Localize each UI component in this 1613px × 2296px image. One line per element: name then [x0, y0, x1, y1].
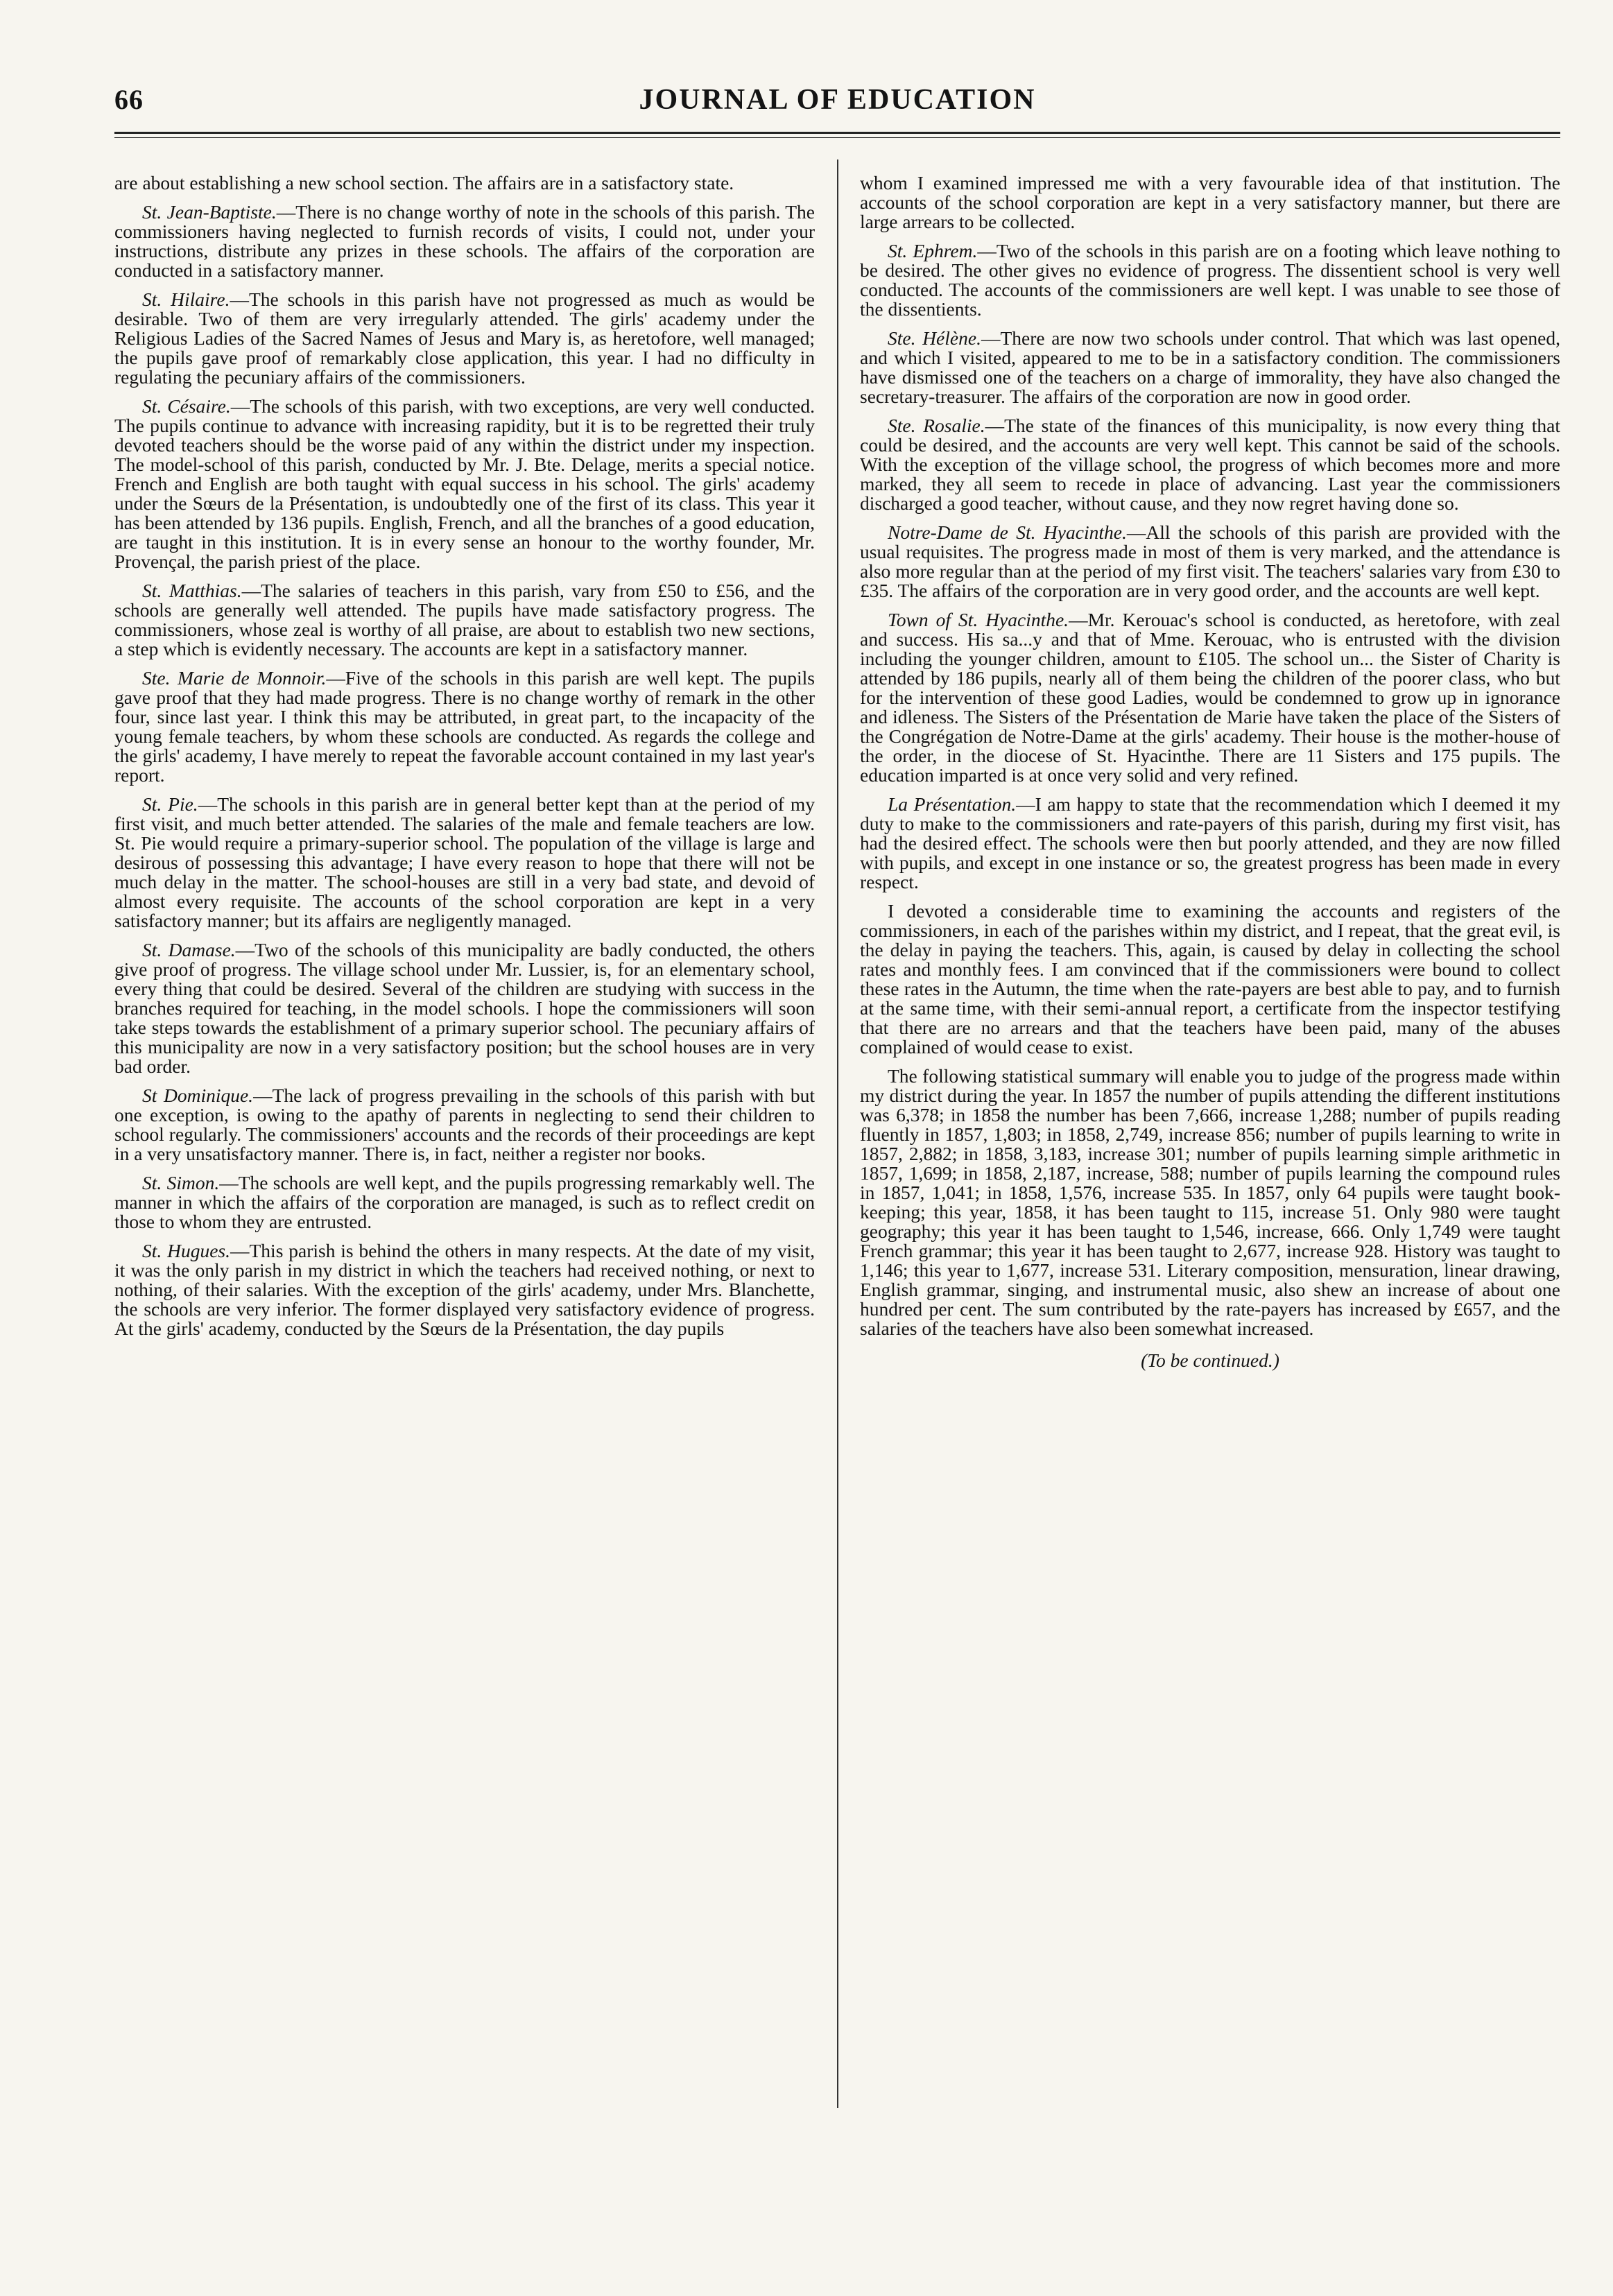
journal-title: JOURNAL OF EDUCATION: [639, 84, 1036, 116]
article-paragraph: [114, 1173, 815, 1232]
article-paragraph: [860, 610, 1560, 785]
paragraph-heading: St. Ephrem.: [888, 240, 978, 261]
paragraph-heading: Notre-Dame de St. Hyacinthe.: [888, 521, 1127, 543]
article-paragraph: [114, 668, 815, 785]
paragraph-text: —The salaries of teachers in this parish, vary from £50 to £56, and the schools are generally well attended. The pupils have made satisfactory progress. The commissioners, whose zeal is worthy of all praise, are about to establish two new sections, a step which is evidently necessary. The accounts are kept in a satisfactory manner.: [114, 580, 815, 659]
paragraph-heading: St. Hugues.: [142, 1240, 230, 1261]
header-rule: [114, 132, 1560, 134]
right-column: [860, 173, 1560, 2108]
paragraph-text: —Two of the schools in this parish are on a footing which leave nothing to be desired. The other gives no evidence of progress. The dissentient school is very well conducted. The accounts of the commissioners are well kept. I was unable to see those of the dissentients.: [860, 240, 1560, 320]
paragraph-text: —The schools in this parish have not progressed as much as would be desirable. Two of them are very irregularly attended. The girls' academy under the Religious Ladies of the Sacred Names of Jesus and Mary is, as heretofore, well managed; the pupils gave proof of remarkably close application, this year. I had no difficulty in regulating the pecuniary affairs of the commissioners.: [114, 288, 815, 388]
paragraph-heading: St. Jean-Baptiste.: [142, 201, 277, 223]
article-paragraph: [114, 940, 815, 1076]
paragraph-heading: St. Hilaire.: [142, 288, 230, 310]
paragraph-heading: Ste. Marie de Monnoir.: [142, 667, 327, 689]
paragraph-heading: La Présentation.: [888, 793, 1017, 815]
paragraph-text: —The schools in this parish are in general better kept than at the period of my first visit, and much better attended. The salaries of the male and female teachers are low. St. Pie would require a primary-superior school. The population of the village is large and desirous of possessing this advantage; I have every reason to hope that there will not be much delay in the matter. The school-houses are still in a very bad state, and devoid of almost every requisite. The accounts of the school corporation are kept in a very satisfactory manner; but its affairs are negligently managed.: [114, 793, 815, 931]
paragraph-text: —I am happy to state that the recommendation which I deemed it my duty to make to the commissioners and rate-payers of this parish, during my first visit, has had the desired effect. The schools were then but poorly attended, and they are now filled with pupils, and except in one instance or so, the greatest progress has been made in every respect.: [860, 793, 1560, 892]
paragraph-text: —This parish is behind the others in many respects. At the date of my visit, it was the only parish in my district in which the teachers had received nothing, or next to nothing, of their salaries. With the exception of the girls' academy, under Mrs. Blanchette, the schools are very inferior. The former displayed very satisfactory evidence of progress. At the girls' academy, conducted by the Sœurs de la Présentation, the day pupils: [114, 1240, 815, 1339]
paragraph-text: —The state of the finances of this municipality, is now every thing that could be desired, and the accounts are very well kept. This cannot be said of the schools. With the exception of the village school, the progress of which becomes more and more marked, they all seem to recede in place of advancing. Last year the commissioners discharged a good teacher, without cause, and they now regret having done so.: [860, 415, 1560, 514]
paragraph-heading: St. Matthias.: [142, 580, 242, 601]
article-paragraph: [860, 329, 1560, 406]
article-paragraph: [860, 1067, 1560, 1338]
article-paragraph: [860, 416, 1560, 513]
article-paragraph: [114, 795, 815, 931]
article-paragraph: [860, 241, 1560, 319]
paragraph-text: —Five of the schools in this parish are well kept. The pupils gave proof that they had made progress. There is no change worthy of remark in the other four, since last year. I think this may be attributed, in great part, to the incapacity of the young female teachers, by whom these schools are conducted. As regards the college and the girls' academy, I have merely to repeat the favorable account contained in my last year's report.: [114, 667, 815, 786]
article-paragraph: [114, 290, 815, 387]
page-number: 66: [114, 84, 144, 115]
article-paragraph: [114, 1241, 815, 1338]
paragraph-text: —All the schools of this parish are provided with the usual requisites. The progress made in most of them is very marked, and the attendance is also more regular than at the period of my first visit. The teachers' salaries vary from £30 to £35. The affairs of the corporation are in very good order, and the accounts are well kept.: [860, 521, 1560, 601]
article-paragraph: [114, 1086, 815, 1164]
continued-note: (To be continued.): [1141, 1349, 1279, 1371]
paragraph-heading: St. Césaire.: [142, 395, 231, 417]
paragraph-text: —The lack of progress prevailing in the schools of this parish with but one exception, is owing to the apathy of parents in neglecting to send their children to school regularly. The commissioners' accounts and the records of their proceedings are kept in a very unsatisfactory manner. There is, in fact, neither a register nor books.: [114, 1085, 815, 1164]
paragraph-heading: St Dominique.: [142, 1085, 254, 1106]
article-paragraph: [114, 581, 815, 659]
paragraph-text: —Two of the schools of this municipality are badly conducted, the others give proof of progress. The village school under Mr. Lussier, is, for an elementary school, every thing that could be desired. Several of the children are studying with success in the branches required for teaching, in the model schools. I hope the commissioners will soon take steps towards the establishment of a primary superior school. The pecuniary affairs of this municipality are now in a very satisfactory position; but the school houses are in very bad order.: [114, 939, 815, 1077]
paragraph-text: The following statistical summary will enable you to judge of the progress made within my district during the year. In 1857 the number of pupils attending the different institutions was 6,378; in 1858 the number has been 7,666, increase 1,288; number of pupils reading fluently in 1857, 1,803; in 1858, 2,749, increase 856; number of pupils learning to write in 1857, 2,882; in 1858, 3,183, increase 301; number of pupils learning simple arithmetic in 1857, 1,699; in 1858, 2,187, increase, 588; number of pupils learning the compound rules in 1857, 1,041; in 1858, 1,576, increase 535. In 1857, only 64 pupils were taught book-keeping; this year, 1858, it has been taught to 115, increase 51. Only 980 were taught geography; this year it has been taught to 1,546, increase, 666. Only 1,749 were taught French grammar; this year it has been taught to 2,677, increase 928. History was taught to 1,146; this year to 1,677, increase 531. Literary composition, mensuration, linear drawing, English grammar, singing, and instrumental music, also shew an increase of about one hundred per cent. The sum contributed by the rate-payers has increased by £657, and the salaries of the teachers have also been somewhat increased.: [860, 1065, 1560, 1339]
column-divider: [837, 159, 838, 2108]
header-rule-thin: [114, 137, 1560, 138]
paragraph-text: are about establishing a new school section. The affairs are in a satisfactory state.: [114, 173, 734, 193]
page-header: [114, 83, 1560, 125]
article-paragraph: [860, 901, 1560, 1057]
paragraph-text: whom I examined impressed me with a very favourable idea of that institution. The accounts of the school corporation are kept in a very satisfactory manner, but there are large arrears to be collected.: [860, 173, 1560, 232]
paragraph-text: —The schools are well kept, and the pupils progressing remarkably well. The manner in which the affairs of the corporation are managed, is such as to reflect credit on those to whom they are entrusted.: [114, 1172, 815, 1232]
article-paragraph: [860, 795, 1560, 892]
paragraph-heading: Ste. Rosalie.: [888, 415, 985, 436]
paragraph-heading: St. Simon.: [142, 1172, 220, 1193]
paragraph-text: —The schools of this parish, with two exceptions, are very well conducted. The pupils continue to advance with increasing rapidity, but it is to be regretted their truly devoted teachers should be the worse paid of any within the district under my inspection. The model-school of this parish, conducted by Mr. J. Bte. Delage, merits a special notice. French and English are both taught with equal success in his school. The girls' academy under the Sœurs de la Présentation, is undoubtedly one of the first of its class. This year it has been attended by 136 pupils. English, French, and all the branches of a good education, are taught in this institution. It is in every sense an honour to the worthy founder, Mr. Provençal, the parish priest of the place.: [114, 395, 815, 572]
paragraph-heading: Ste. Hélène.: [888, 327, 981, 349]
left-column: [114, 173, 815, 2108]
article-paragraph: [114, 202, 815, 280]
paragraph-text: —There is no change worthy of note in the schools of this parish. The commissioners having neglected to furnish records of visits, I could not, under your instructions, distribute any prizes in these schools. The affairs of the corporation are conducted in a satisfactory manner.: [114, 201, 815, 281]
paragraph-heading: St. Pie.: [142, 793, 198, 815]
paragraph-text: I devoted a considerable time to examining the accounts and registers of the commissioners, in each of the parishes within my district, and I repeat, that the great evil, is the delay in paying the teachers. This, again, is caused by delay in collecting the school rates and monthly fees. I am convinced that if the commissioners were bound to collect these rates in the Autumn, the time when the rate-payers are best able to pay, and to furnish at the same time, with their semi-annual report, a certificate from the inspector testifying that there are no arrears and that the teachers have been paid, many of the abuses complained of would cease to exist.: [860, 900, 1560, 1058]
article-paragraph: [114, 173, 815, 193]
paragraph-heading: Town of St. Hyacinthe.: [888, 609, 1069, 630]
paragraph-text: —Mr. Kerouac's school is conducted, as heretofore, with zeal and success. His sa...y and that of Mme. Kerouac, who is entrusted with the division including the younger children, amount to £105. The school un... the Sister of Charity is attended by 186 pupils, nearly all of them being the children of the poorer class, who but for the intervention of these good Ladies, would be condemned to grow up in ignorance and idleness. The Sisters of the Présentation de Marie have taken the place of the Sisters of the Congrégation de Notre-Dame at the girls' academy. Their house is the mother-house of the order, in the diocese of St. Hyacinthe. There are 11 Sisters and 175 pupils. The education imparted is at once very solid and very refined.: [860, 609, 1560, 786]
paragraph-text: —There are now two schools under control. That which was last opened, and which I visited, appeared to me to be in a satisfactory condition. The commissioners have dismissed one of the teachers on a charge of immorality, they have also changed the secretary-treasurer. The affairs of the corporation are now in good order.: [860, 327, 1560, 407]
article-paragraph: [860, 173, 1560, 232]
article-paragraph: [114, 397, 815, 571]
paragraph-heading: St. Damase.: [142, 939, 236, 960]
article-paragraph: [860, 523, 1560, 601]
